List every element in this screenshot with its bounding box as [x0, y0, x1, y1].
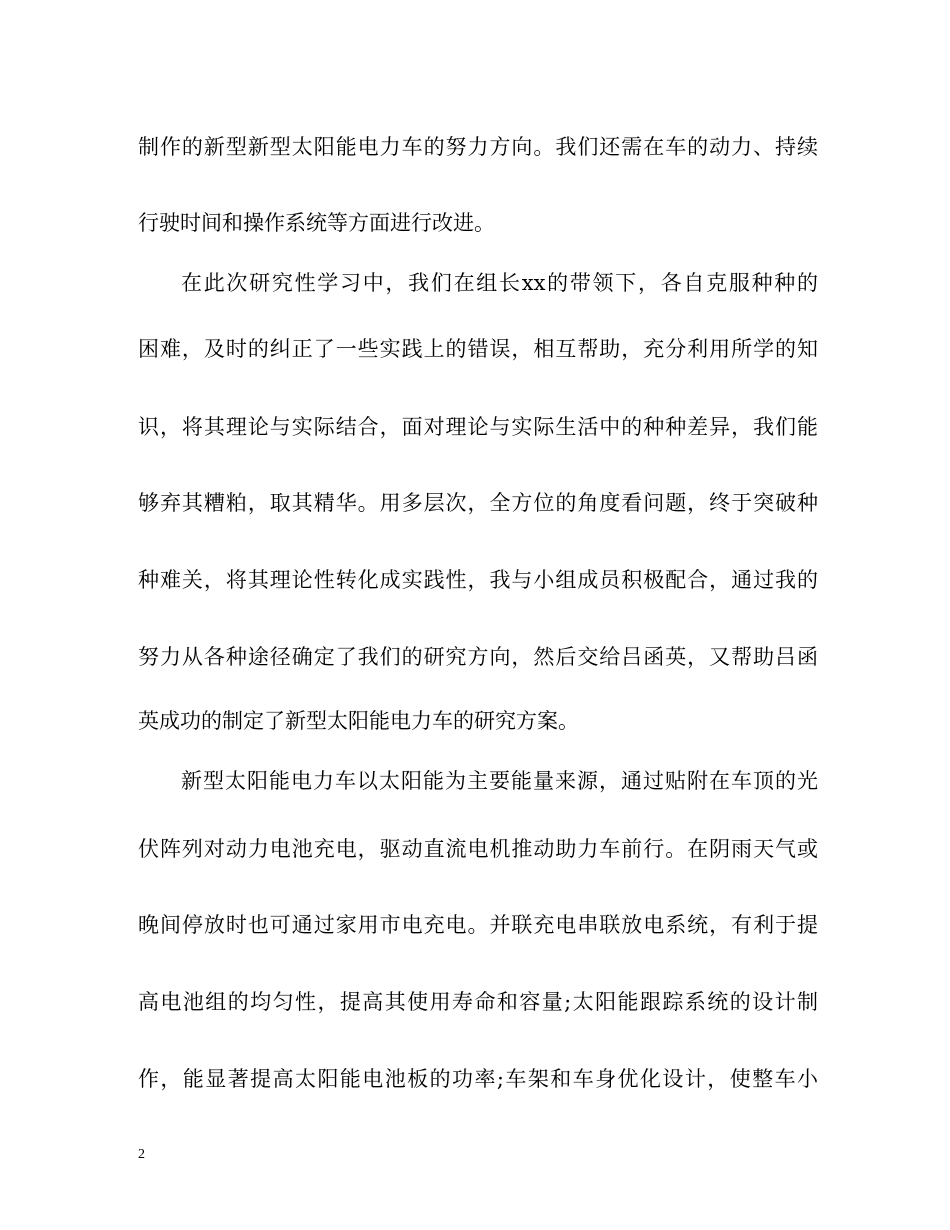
text-line: 困难，及时的纠正了一些实践上的错误，相互帮助，充分利用所学的知 [138, 337, 818, 361]
text-line: 制作的新型新型太阳能电力车的努力方向。我们还需在车的动力、持续 [138, 135, 818, 159]
paragraph-first-line: 在此次研究性学习中，我们在组长xx的带领下，各自克服种种的 [181, 271, 818, 295]
text-line: 识，将其理论与实际结合，面对理论与实际生活中的种种差异，我们能 [138, 415, 818, 439]
text-line: 高电池组的均匀性，提高其使用寿命和容量;太阳能跟踪系统的设计制 [138, 990, 818, 1014]
text-line: 作，能显著提高太阳能电池板的功率;车架和车身优化设计，使整车小 [138, 1067, 818, 1091]
page-number: 2 [138, 1147, 145, 1162]
text-line: 努力从各种途径确定了我们的研究方向，然后交给吕函英，又帮助吕函 [138, 645, 818, 669]
text-line: 够弃其糟粕，取其精华。用多层次，全方位的角度看问题，终于突破种 [138, 491, 818, 515]
text-line: 晚间停放时也可通过家用市电充电。并联充电串联放电系统，有利于提 [138, 913, 818, 937]
text-line: 种难关，将其理论性转化成实践性，我与小组成员积极配合，通过我的 [138, 568, 818, 592]
text-line: 行驶时间和操作系统等方面进行改进。 [138, 211, 495, 235]
paragraph-first-line: 新型太阳能电力车以太阳能为主要能量来源，通过贴附在车顶的光 [181, 769, 818, 793]
text-line: 英成功的制定了新型太阳能电力车的研究方案。 [138, 709, 579, 733]
text-line: 伏阵列对动力电池充电，驱动直流电机推动助力车前行。在阴雨天气或 [138, 837, 818, 861]
